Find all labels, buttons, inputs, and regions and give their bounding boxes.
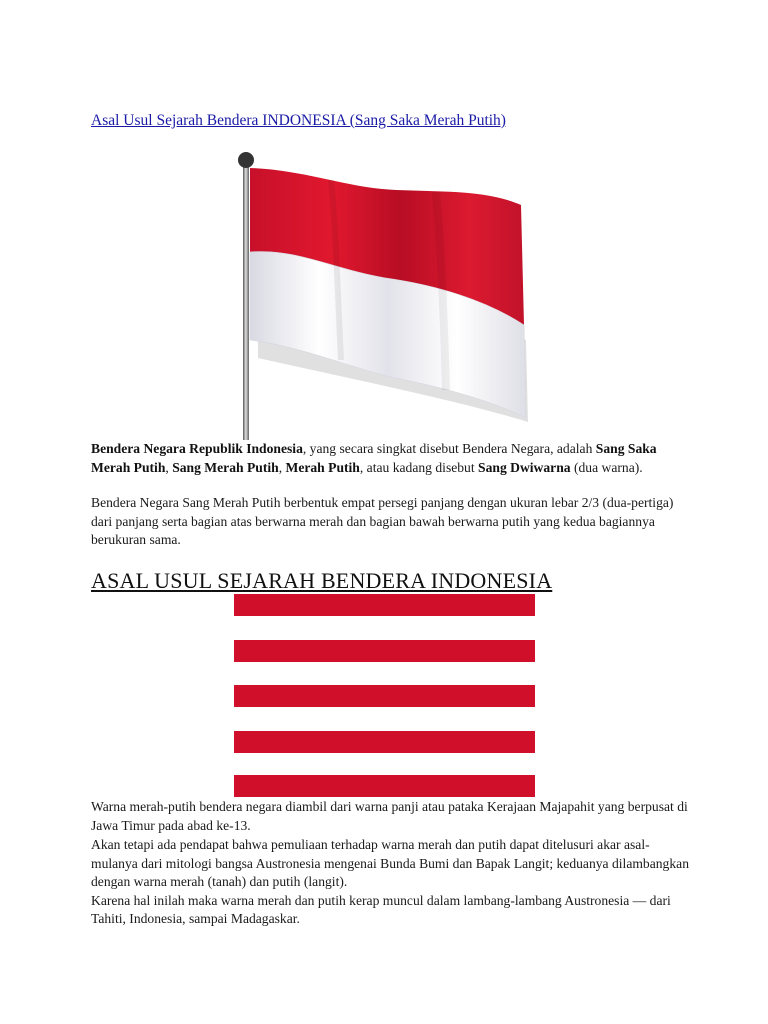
red-stripe — [234, 775, 535, 797]
red-stripe — [234, 731, 535, 753]
section-heading: ASAL USUL SEJARAH BENDERA INDONESIA — [91, 568, 553, 593]
red-stripe — [234, 685, 535, 707]
pole-finial — [238, 152, 254, 168]
intro-text-2: , atau kadang disebut — [359, 459, 479, 475]
history-paragraph-1: Warna merah-putih bendera negara diambil dari warna panji atau pataka Kerajaan Majapahit yang berpusat di Jawa Timur pada abad ke-13. — [91, 799, 688, 833]
history-text-3: Karena hal inilah maka warna merah dan putih kerap muncul dalam lambang-lambang Austronesia — dari Tahiti, Indonesia, sampai Madagaskar. — [91, 892, 671, 926]
intro-bold-3: Sang Merah Putih — [172, 459, 279, 475]
article-title-link[interactable]: Asal Usul Sejarah Bendera INDONESIA (Sang Saka Merah Putih) — [91, 112, 506, 129]
red-stripes-figure — [234, 594, 535, 788]
history-paragraph-2 — [91, 836, 691, 929]
intro-bold-4: Merah Putih — [285, 459, 360, 475]
intro-sep-2: , — [278, 459, 286, 475]
intro-sep-1: , — [165, 459, 173, 475]
intro-bold-1: Bendera Negara Republik Indonesia — [91, 441, 303, 456]
intro-bold-2: Sang Saka Merah Putih — [91, 441, 657, 475]
intro-text-3: (dua warna). — [570, 459, 643, 475]
indonesian-flag-image — [236, 150, 536, 440]
intro-bold-5: Sang Dwiwarna — [478, 459, 571, 475]
history-text-2: Akan tetapi ada pendapat bahwa pemuliaan terhadap warna merah dan putih dapat ditelusuri akar asal-mulanya dari mitologi bangsa Austronesia mengenai Bunda Bumi dan Bapak Langit; keduanya dilambangkan dengan warna merah (tanah) dan putih (langit). — [91, 837, 689, 889]
flag-description-paragraph: Bendera Negara Sang Merah Putih berbentuk empat persegi panjang dengan ukuran lebar 2/3 (dua-pertiga) dari panjang serta bagian atas berwarna merah dan bagian bawah berwarna putih yang kedua bagiannya berukuran sama. — [91, 495, 674, 547]
red-stripe — [234, 640, 535, 662]
intro-paragraph — [91, 440, 691, 477]
red-stripe — [234, 594, 535, 616]
flag-pole — [243, 160, 249, 440]
intro-text-1: , yang secara singkat disebut Bendera Negara, adalah — [302, 441, 596, 456]
